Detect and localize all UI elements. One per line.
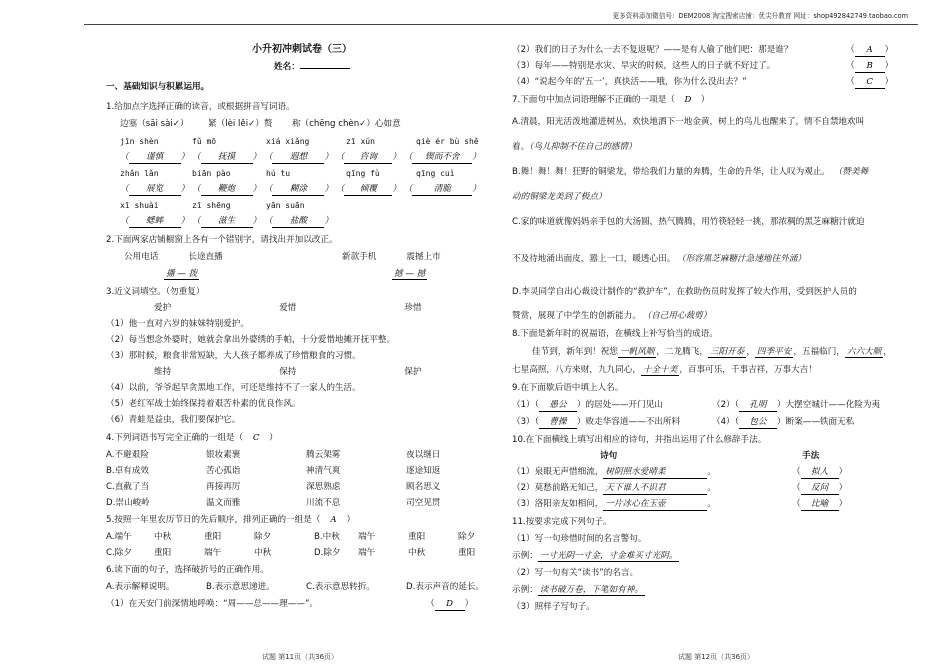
header-banner: 更多资料添加微信号：DEM2008 淘宝搜索店铺：优尖升教育 网址：shop492842749.taobao.com [612, 12, 908, 20]
q3-s4: （4）以前，爷爷起早贪黑地工作，可还是维持不了一家人的生活。 [106, 383, 361, 393]
q7-b-line1: B.舞！舞！舞！狂野的铜梁龙，带给我们力量的奔腾，生命的升华，让人叹为观止。 （赞美舞 [512, 167, 869, 177]
exam-title: 小升初冲刺试卷（三） [252, 44, 352, 55]
q8-line2: 七星高照，八方来财，九九同心， 十全十美 ，百事可乐，千事吉祥，万事大吉！ [512, 365, 817, 375]
q1-row1 [120, 118, 401, 130]
q7-stem: 7.下面句中加点词语理解不正确的一项是（ D ） [512, 95, 710, 105]
q8-stem: 8.下面是新年时的祝福语，在横线上补写恰当的成语。 [512, 329, 718, 339]
q7-d-line1: D.李灵同学自出心裁设计制作的“救护车”，在救助伤员时发挥了较大作用，受到医护人员的 [512, 287, 857, 297]
q5-answer[interactable]: A [330, 515, 337, 525]
q7-b-line2: 动的铜梁龙美到了极点） [512, 192, 607, 202]
name-line: 姓名： [274, 61, 350, 73]
q6-options: A.表示解释说明。 B.表示意思递进。 C.表示意思转折。 D.表示声音的延长。 [106, 582, 485, 592]
pinyin-row-3: xī shuài zī shēng yān suān [120, 201, 305, 210]
q7-d-line2: 赞赏，展现了中学生的创新能力。 （自己用心裁剪） [512, 311, 712, 321]
q6-s4-answer: （ C ） [846, 77, 894, 87]
q2-fix2: 撼 — 撼 [394, 269, 426, 279]
q9-item1: （1）（ 愚公 ）的居处——开门见山 [512, 400, 663, 410]
q11-e1: 示例： 一寸光阴一寸金，寸金难买寸光阴。 [512, 551, 678, 561]
q6-s2: （2）我们的日子为什么一去不复返呢？——是有人偷了他们吧：那是谁？ [512, 45, 793, 55]
q9-item4: （4）（ 包公 ）断案——铁面无私 [712, 417, 855, 427]
q7-a-line2: 着。（鸟儿抑制不住自己的感情） [512, 142, 637, 152]
q5-options-1: A.端午 中秋 重阳 除夕 B.中秋 端午 重阳 除夕 [106, 532, 476, 542]
q7-c-line1: C.家的味道就像妈妈亲手包的大汤圆，热气腾腾，用竹筷轻轻一挑，那浓稠的黑芝麻糖汁就迫 [512, 217, 865, 227]
pinyin-row-2: zhǎn lǎn biān pào hú tu qīng fù qīng cuì [120, 169, 455, 178]
q6-stem: 6.读下面的句子，选择破折号的正确作用。 [106, 565, 269, 575]
q3-stem: 3.近义词填空。（勿重复） [106, 287, 205, 297]
answer-row-2: （ 展览 ） （ 鞭炮 ） （ 糊涂 ） （ 倾覆 ） （ 清脆 ） [120, 184, 481, 194]
q3-s5: （5）老红军战士始终保持着艰苦朴素的优良作风。 [106, 399, 301, 409]
q3-words1: 爱护 爱惜 珍惜 [154, 303, 422, 313]
q3-words2: 维持 保持 保护 [154, 367, 422, 377]
q10-stem: 10.在下面横线上填写出相应的诗句，并指出运用了什么修辞手法。 [512, 435, 767, 445]
q11-s2: （2）写一句有关“读书”的名言。 [512, 568, 639, 578]
q3-s6: （6）青蛙是益虫，我们要保护它。 [106, 415, 241, 425]
q6-s4: （4）“说起今年的‘五一’，真快活——哦，你为什么没出去？” [512, 77, 747, 87]
q11-stem: 11.按要求完成下列句子。 [512, 517, 612, 527]
q8-line1: 佳节到，新年到！祝您 一帆风顺 ，二龙腾飞， 三阳开泰 ， 四季平安 ，五福临门， 六六大顺 ， [532, 347, 892, 357]
q1-stem: 1.给加点字选择正确的读音，或根据拼音写词语。 [106, 102, 295, 112]
q11-e2: 示例： 读书破万卷，下笔如有神。 [512, 585, 643, 595]
section-one-heading: 一、基础知识与积累运用。 [106, 82, 210, 92]
q6-s2-answer: （ A ） [846, 45, 894, 55]
right-footer: 试题 第12页（共36页） [678, 653, 755, 661]
q10-row3-tech: （ 比喻 ） [792, 499, 848, 509]
q7-c-line2: 不及待地涌出面皮，嚣上一口，暖透心田。 （形容黑芝麻糖汁急速地往外涌） [512, 254, 806, 264]
q3-s2: （2）每当想念外婆时，她就会拿出外婆绣的手帕，十分爱惜地摊开抚平整。 [106, 335, 396, 345]
q7-answer[interactable]: D [684, 95, 692, 105]
name-blank[interactable] [300, 68, 350, 69]
q6-s1-answer: （ D ） [426, 599, 474, 609]
q9-stem: 9.在下面歇后语中填上人名。 [512, 383, 624, 393]
q11-s3: （3）照样子写句子。 [512, 602, 595, 612]
q4-answer[interactable]: C [252, 433, 260, 443]
q10-row2-tech: （ 反问 ） [792, 483, 848, 493]
q4-option-b: B.卓有成效 苦心孤诣 神清气爽 逐途知返 [106, 466, 441, 476]
q1-item1: 边塞（sāi sài✓） [120, 119, 189, 129]
pinyin-row-1: jīn shèn fǔ mō xiá xiǎng zī xún qiè ér bù shě [120, 137, 479, 146]
q10-col-poem: 诗句 [600, 451, 618, 461]
q4-option-d: D.崇山峻岭 温文而雅 川流不息 司空见贯 [106, 498, 441, 508]
q10-row1: （1）泉眼无声惜细流， 树阴照水爱晴柔 。 [512, 467, 717, 477]
q6-s1: （1）在天安门前深情地呼唤：“周——总——理——”。 [106, 599, 319, 609]
q2-fix1: 播 — 拨 [166, 269, 198, 279]
q10-row1-tech: （ 拟人 ） [792, 467, 848, 477]
q3-s1: （1）他一直对六岁的妹妹特别爱护。 [106, 319, 249, 329]
q11-s1: （1）写一句珍惜时间的名言警句。 [512, 534, 647, 544]
answer-row-1: （ 谨慎 ） （ 抚摸 ） （ 遐想 ） （ 咨询 ） （ 锲而不舍 ） [120, 152, 481, 162]
left-footer: 试题 第11页（共36页） [262, 653, 339, 661]
q4-option-c: C.直截了当 再接再厉 深思熟虑 顾名思义 [106, 482, 441, 492]
q5-stem: 5.按照一年里农历节日的先后顺序，排列正确的一组是（ A ） [106, 515, 356, 525]
q9-item2: （2）（ 孔明 ）大摆空城计——化险为夷 [712, 400, 881, 410]
shop2-text: 新款手机 震撼上市 [342, 252, 441, 262]
q7-a-line1: A.清晨，阳光活泼地灌进树丛，欢快地洒下一地金黄，树上的鸟儿也醒来了，情不自禁地欢叫 [512, 117, 865, 127]
q1-item3: 称（chēng chèn✓）心如意 [291, 119, 401, 129]
q10-col-technique: 手法 [802, 451, 820, 461]
q6-s3-answer: （ B ） [846, 61, 894, 71]
q10-row2: （2）莫愁前路无知己， 天下谁人不识君 。 [512, 483, 717, 493]
q4-stem: 4.下列词语书写完全正确的一组是（ C ） [106, 433, 278, 443]
q3-s3: （3）那时候，粮食非常短缺，大人孩子都养成了珍惜粮食的习惯。 [106, 351, 361, 361]
q10-row3: （3）洛阳亲友如相问， 一片冰心在玉壶 。 [512, 499, 717, 509]
q5-options-2: C.除夕 重阳 端午 中秋 D.除夕 端午 中秋 重阳 [106, 548, 476, 558]
q4-option-a: A.不避艰险 银妆素裹 腾云架雾 夜以继日 [106, 450, 441, 460]
answer-row-3: （ 蟋蟀 ） （ 滋生 ） （ 盐酸 ） [120, 216, 334, 226]
q9-item3: （3）（ 曹操 ）败走华容道——不出所料 [512, 417, 681, 427]
q6-s3: （3）每年——特别是水灾、旱灾的时候，这些人的日子就不好过了。 [512, 61, 776, 71]
shop1-text: 公用电话 长途直播 [124, 252, 223, 262]
q1-item2: 紧（lèi lěi✓）赘 [208, 119, 273, 129]
header-rule [84, 24, 918, 25]
q2-stem: 2.下面两家店铺橱窗上各有一个错别字，请找出并加以改正。 [106, 235, 338, 245]
